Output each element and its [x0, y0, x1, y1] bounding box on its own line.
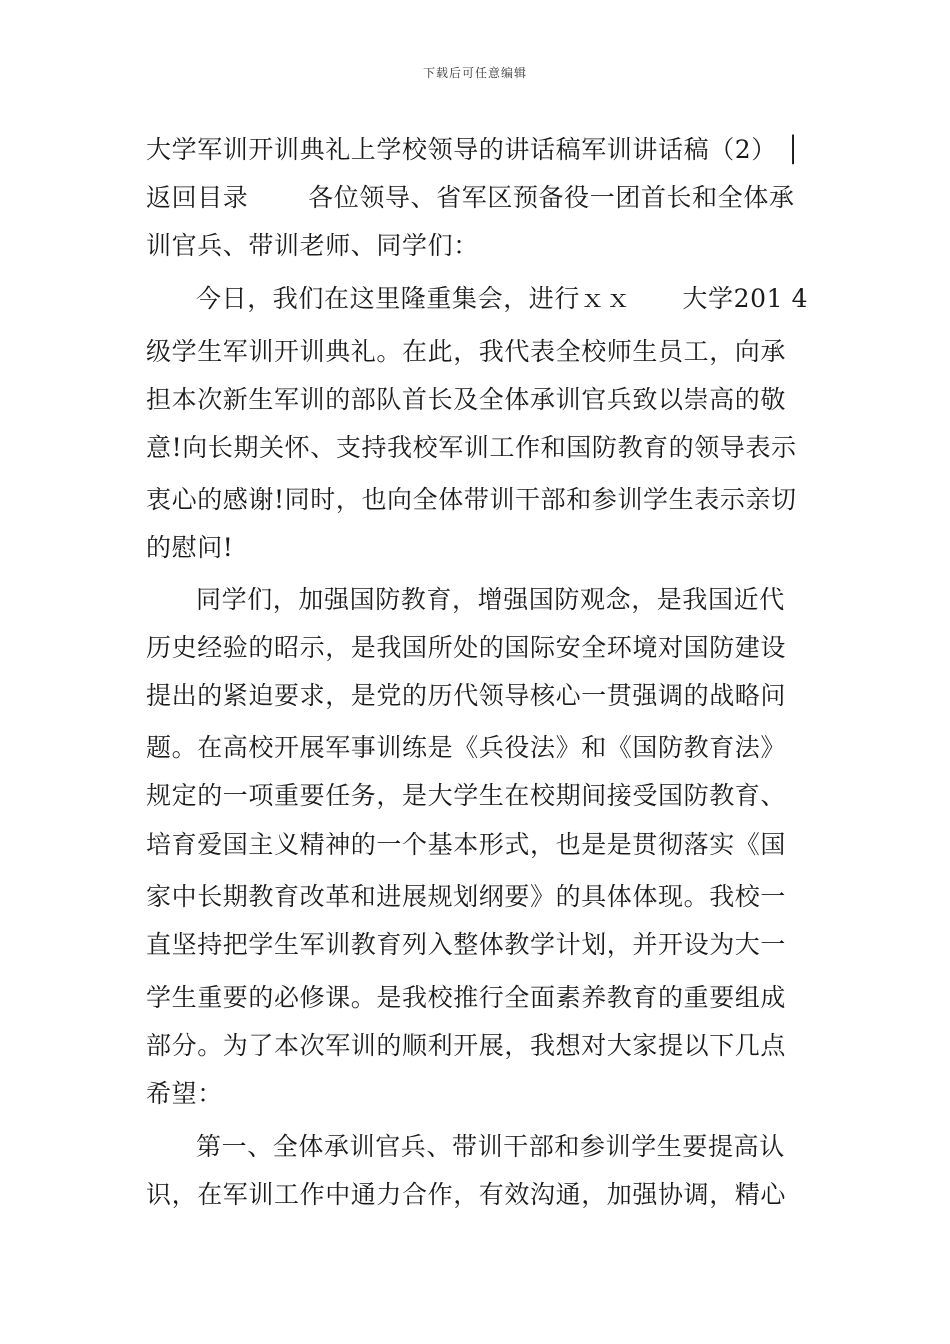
- paragraph-2-line-5: 规定的一项重要任务，是大学生在校期间接受国防教育、: [146, 781, 787, 810]
- paragraph-2-line-2: 历史经验的昭示，是我国所处的国际安全环境对国防建设: [146, 633, 787, 662]
- paragraph-1-line-4: 意!向长期关怀、支持我校军训工作和国防教育的领导表示: [146, 433, 797, 462]
- paragraph-1-line-2: 级学生军训开训典礼。在此，我代表全校师生员工，向承: [146, 337, 787, 366]
- paragraph-2-line-8: 直坚持把学生军训教育列入整体教学计划，并开设为大一: [146, 930, 787, 959]
- title-line-3: 训官兵、带训老师、同学们：: [146, 231, 479, 260]
- paragraph-2-line-3: 提出的紧迫要求，是党的历代领导核心一贯强调的战略问: [146, 681, 787, 710]
- paragraph-3-line-1: 第一、全体承训官兵、带训干部和参训学生要提高认: [196, 1132, 785, 1161]
- paragraph-2-line-6: 培育爱国主义精神的一个基本形式，也是是贯彻落实《国: [146, 830, 787, 859]
- paragraph-2-line-4: 题。在高校开展军事训练是《兵役法》和《国防教育法》: [146, 733, 787, 762]
- paragraph-1-line-1: 今日，我们在这里隆重集会，进行ｘｘ 大学201 4: [196, 284, 809, 313]
- paragraph-2-line-9: 学生重要的必修课。是我校推行全面素养教育的重要组成: [146, 983, 787, 1012]
- title-line-1: 大学军训开训典礼上学校领导的讲话稿军训讲话稿（2） │: [146, 135, 802, 164]
- paragraph-2-line-11: 希望：: [146, 1079, 223, 1108]
- paragraph-2-line-1: 同学们，加强国防教育，增强国防观念，是我国近代: [196, 585, 785, 614]
- paragraph-1-line-6: 的慰问!: [146, 533, 234, 562]
- paragraph-2-line-10: 部分。为了本次军训的顺利开展，我想对大家提以下几点: [146, 1031, 787, 1060]
- title-line-2: 返回目录 各位领导、省军区预备役一团首长和全体承: [146, 183, 795, 212]
- paragraph-2-line-7: 家中长期教育改革和进展规划纲要》的具体体现。我校一: [146, 882, 787, 911]
- page-header-note: 下载后可任意编辑: [422, 66, 527, 80]
- paragraph-3-line-2: 识，在军训工作中通力合作，有效沟通，加强协调，精心: [146, 1180, 787, 1209]
- paragraph-1-line-3: 担本次新生军训的部队首长及全体承训官兵致以崇高的敬: [146, 385, 787, 414]
- paragraph-1-line-5: 衷心的感谢!同时，也向全体带训干部和参训学生表示亲切: [146, 485, 797, 514]
